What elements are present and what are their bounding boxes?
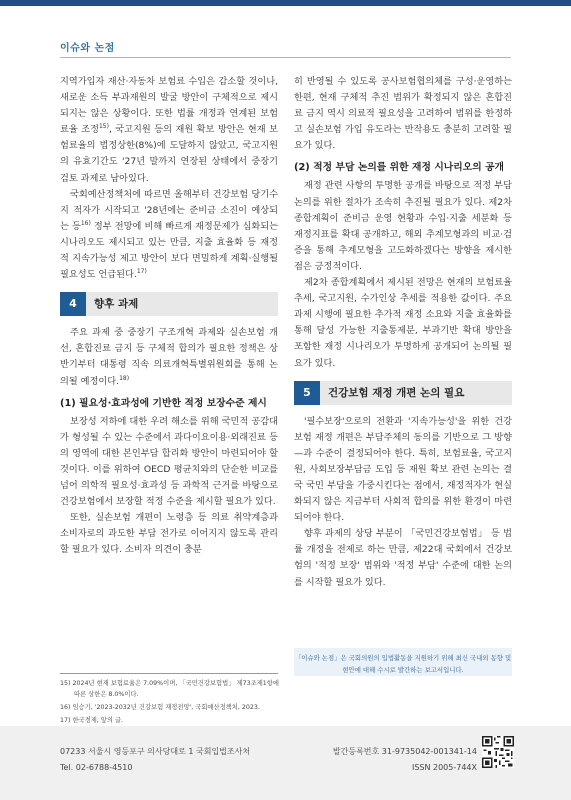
footnote-ref[interactable]: 16) <box>80 219 91 227</box>
section-heading-4 <box>60 292 278 316</box>
subheading: (2) 적정 부담 논의를 위한 재정 시나리오의 공개 <box>294 162 504 174</box>
paragraph: 제2차 종합계획에서 제시된 전망은 현재의 보험료율 추세, 국고지원, 수가인상 추세를 적용한 값이다. 주요 과제 시행에 필요한 추가적 재정 소요와 지출 효율화를 통해 달성 가능한 지출통제분, 부과기반 확대 방안을 포함한 재정 시나리오가 투명하게 공개되어 논의될 필요가 있다. <box>294 277 512 369</box>
paragraph: 재정 관련 사항의 투명한 공개를 바탕으로 적정 부담 논의를 위한 절차가 조속히 추진될 필요가 있다. 제2차 종합계획이 준비금 운영 현황과 수입·지출 세분화 등 재정지표를 확대 공개하고, 해외 추계모형과의 비교·검증을 통해 추계모형을 고도화하겠다는 방향을 제시한 점은 긍정적이다. <box>294 180 512 272</box>
footnote-ref[interactable]: 18) <box>119 374 130 382</box>
subheading: (1) 필요성·효과성에 기반한 적정 보장수준 제시 <box>60 397 267 409</box>
footer-address: 07233 서울시 영등포구 의사당대로 1 국회입법조사처 <box>60 747 251 756</box>
footnote: 15) 2024년 현재 보험료율은 7.09%이며, 「국민건강보험법」 제73조제1항에 따른 상한은 8.0%이다. <box>60 680 279 698</box>
publication-note-box: 「이슈와 논점」은 국회의원의 입법활동을 지원하기 위해 최신 국내외 동향 및 현안에 대해 수시로 발간하는 보고서입니다. <box>294 648 512 676</box>
footer-registration <box>333 744 477 776</box>
section-title: 향후 과제 <box>94 298 139 311</box>
footnote: 17) 한국경제, 앞의 글. <box>60 716 124 724</box>
left-column <box>60 74 278 558</box>
paragraph: 국회예산정책처에 따르면 올해부터 건강보험 당기수지 적자가 시작되고 '28년에는 준비금 소진이 예상되는 등$^{16)}$ 정부 전망에 비해 빠르게 재정문제가 심화되는 시나리오도 제시되고 있는 만큼, 지출 효율화 등 재정적 지속가능성 제고 방안이 보다 면밀하게 계획·실행될 필요성도 언급된다.$^{17)}$ <box>60 188 278 281</box>
section-heading-5 <box>294 381 512 405</box>
footnote-divider <box>60 673 278 674</box>
footer-contact <box>60 744 250 776</box>
footnote-ref[interactable]: 17) <box>136 268 147 276</box>
header-accent-bar <box>0 0 571 6</box>
issn: ISSN 2005-744X <box>411 763 477 772</box>
paragraph: 보장성 저하에 대한 우려 해소를 위해 국민적 공감대가 형성될 수 있는 수준에서 과다이요이용·외래진료 등의 영역에 대한 본인부담 합리화 방안이 마련되어야 할 것이다. 이를 위하여 OECD 평균치와의 단순한 비교를 넘어 의학적 필요성·효과성 등 과학적 근거를 바탕으로 건강보험에서 보장할 적정 수준을 제시할 필요가 있다. <box>60 415 278 508</box>
header-divider <box>60 57 511 58</box>
qr-code-icon[interactable] <box>482 736 514 768</box>
paragraph: 또한, 실손보험 개편이 노령층 등 의료 취약계층과 소비자로의 과도한 부담 전가로 이어지지 않도록 관리할 필요가 있다. 소비자 의견이 충분 <box>60 512 278 556</box>
paragraph: 지역가입자 재산·자동차 보험료 수입은 감소할 것이나, 새로운 소득 부과재원의 발굴 방안이 구체적으로 제시되지는 않은 상황이다. 또한 법률 개정과 연계된 보험료율 조정$^{15)}$, 국고지원 등의 재원 확보 방안은 현재 보험료율의 법정상한(8%)에 도달하지 않았고, 국고지원의 유효기간도 '27년 말까지 연장된 상태에서 중장기 검토 과제로 남아있다. <box>60 76 278 184</box>
right-column <box>294 74 512 591</box>
section-title: 건강보험 재정 개편 논의 필요 <box>328 386 465 399</box>
footnote: 16) 임승기, '2023-2032년 건강보험 재정전망', 국회예산정책처, 2023. <box>60 703 260 711</box>
footer-tel: Tel. 02-6788-4510 <box>60 763 133 772</box>
paragraph: 향후 과제의 상당 부분이 「국민건강보험법」 등 법률 개정을 전제로 하는 만큼, 제22대 국회에서 건강보험의 '적정 보장' 범위와 '적정 부담' 수준에 대한 논의를 시작할 필요가 있다. <box>294 528 512 588</box>
section-number: 5 <box>294 381 320 405</box>
footnote-ref[interactable]: 15) <box>98 123 109 131</box>
publication-title: 이슈와 논점 <box>60 43 115 54</box>
paragraph: 주요 과제 중 중장기 구조개혁 과제와 실손보험 개선, 혼합진료 금지 등 구체적 합의가 필요한 정책은 상반기부터 대통령 직속 의료개혁특별위원회를 통해 논의될 예정이다.$^{18)}$ <box>60 327 278 387</box>
section-number: 4 <box>60 292 86 316</box>
paragraph: '필수보장'으로의 전환과 '지속가능성'을 위한 건강보험 재정 개편은 부담주체의 동의를 기반으로 그 방향—과 수준이 결정되어야 한다. 특히, 보험료율, 국고지원, 사회보장부담금 도입 등 재원 확보 관련 논의는 결국 국민 부담을 가중시킨다는 점에서, 재정적자가 현실화되지 않은 지금부터 사회적 합의를 위한 환경이 마련되어야 한다. <box>294 415 512 524</box>
paragraph: 히 반영될 수 있도록 공사보험협의체를 구성·운영하는 한편, 현재 구체적 추진 범위가 확정되지 않은 혼합진료 금지 역시 의료적 필요성을 고려하여 범위를 한정하고 실손보험 가입 유도라는 반작용도 충분히 고려할 필요가 있다. <box>294 76 512 152</box>
registration-number: 발간등록번호 31-9735042-001341-14 <box>332 747 477 756</box>
